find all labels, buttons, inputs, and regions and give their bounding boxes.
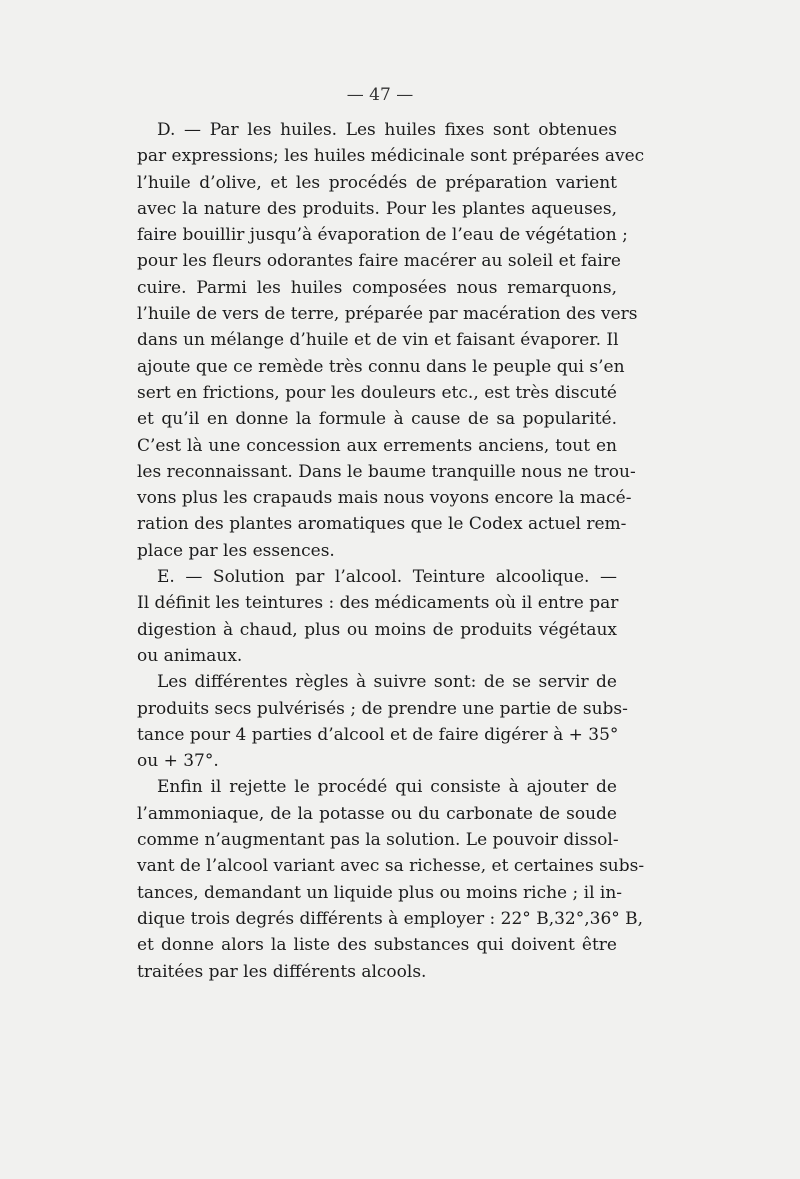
text-line: Les différentes règles à suivre sont: de se servir de	[157, 672, 617, 693]
text-line: tances, demandant un liquide plus ou moins riche ; il in-	[137, 882, 623, 903]
text-line: ou animaux.	[137, 645, 243, 666]
text-line: et donne alors la liste des substances qui doivent être	[137, 935, 617, 956]
text-line: dans un mélange d’huile et de vin et faisant évaporer. Il	[137, 330, 619, 351]
text-line: D. — Par les huiles. Les huiles fixes sont obtenues	[157, 120, 617, 140]
text-line: ration des plantes aromatiques que le Codex actuel rem-	[137, 514, 627, 535]
text-line: vons plus les crapauds mais nous voyons encore la macé-	[137, 488, 632, 509]
text-line: place par les essences.	[137, 540, 335, 561]
text-line: C’est là une concession aux errements anciens, tout en	[137, 435, 617, 456]
text-line: l’ammoniaque, de la potasse ou du carbonate de soude	[137, 803, 617, 824]
text-line: l’huile de vers de terre, préparée par macération des vers	[137, 304, 638, 325]
text-line: l’huile d’olive, et les procédés de préparation varient	[137, 172, 617, 193]
body-text	[137, 117, 645, 985]
text-line: avec la nature des produits. Pour les plantes aqueuses,	[137, 198, 617, 219]
text-line: Il définit les teintures : des médicaments où il entre par	[137, 593, 619, 614]
page-number: — 47 —	[346, 85, 414, 105]
text-line: pour les fleurs odorantes faire macérer au soleil et faire	[137, 251, 621, 272]
text-line: faire bouillir jusqu’à évaporation de l’eau de végétation ;	[137, 225, 628, 246]
text-line: sert en frictions, pour les douleurs etc., est très discuté	[137, 382, 617, 403]
text-line: les reconnaissant. Dans le baume tranquille nous ne trou-	[137, 461, 636, 482]
text-line: vant de l’alcool variant avec sa richesse, et certaines subs-	[137, 856, 645, 877]
text-line: tance pour 4 parties d’alcool et de faire digérer à + 35°	[137, 724, 619, 745]
text-line: et qu’il en donne la formule à cause de sa popularité.	[137, 409, 617, 430]
text-line: dique trois degrés différents à employer : 22° B,32°,36° B,	[137, 908, 644, 929]
text-line: comme n’augmentant pas la solution. Le pouvoir dissol-	[137, 830, 619, 851]
text-line: ajoute que ce remède très connu dans le peuple qui s’en	[137, 356, 625, 377]
text-line: cuire. Parmi les huiles composées nous remarquons,	[137, 277, 617, 298]
text-line: traitées par les différents alcools.	[137, 961, 427, 982]
text-line: produits secs pulvérisés ; de prendre une partie de subs-	[137, 698, 628, 719]
text-line: digestion à chaud, plus ou moins de produits végétaux	[137, 619, 617, 640]
text-line: E. — Solution par l’alcool. Teinture alcoolique. —	[157, 567, 617, 588]
text-line: Enfin il rejette le procédé qui consiste à ajouter de	[157, 777, 617, 798]
text-line: par expressions; les huiles médicinale sont préparées avec	[137, 146, 645, 167]
text-line: ou + 37°.	[137, 751, 219, 772]
